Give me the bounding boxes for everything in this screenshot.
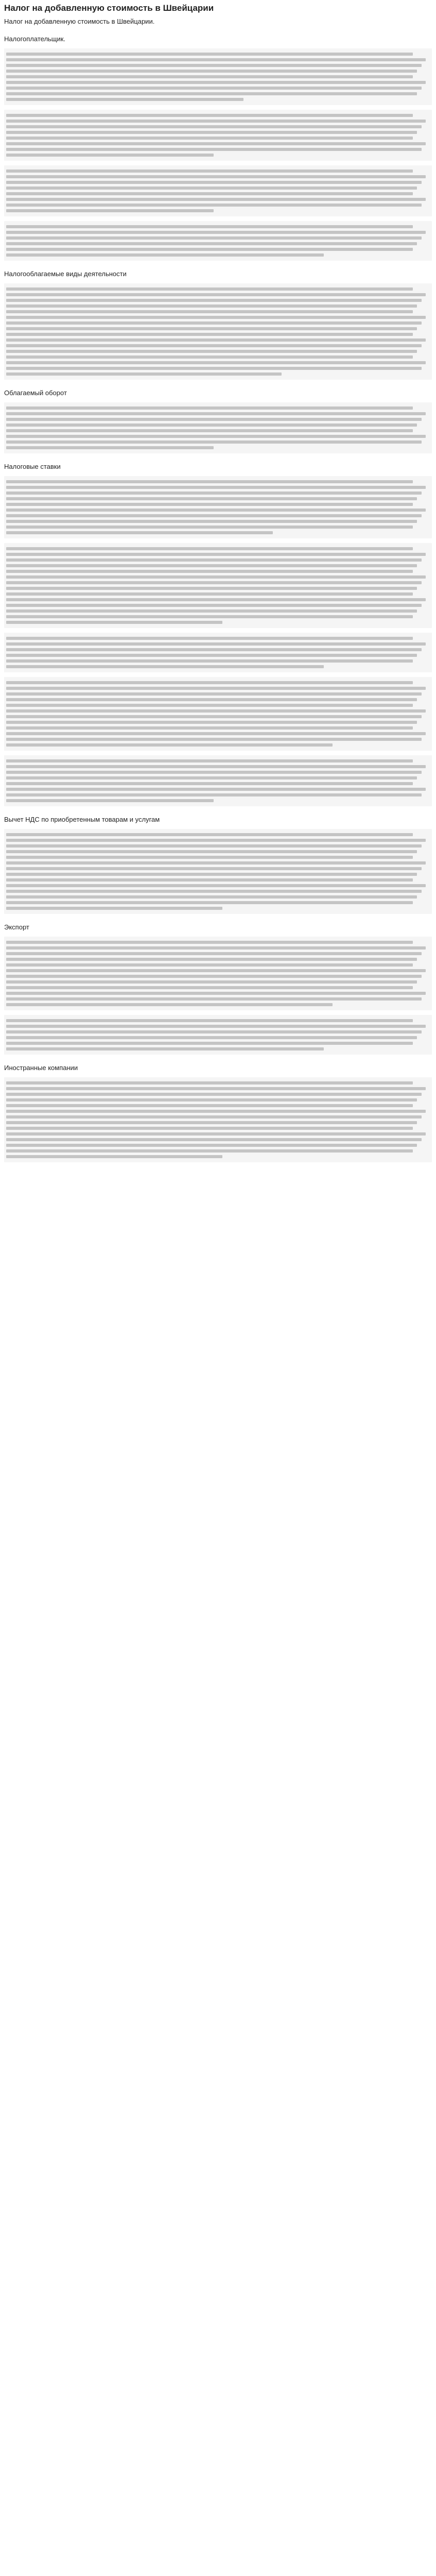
text-line-placeholder [6,907,222,910]
text-line-placeholder [6,776,417,779]
text-line-placeholder [6,759,413,762]
text-line-placeholder [6,192,413,195]
text-line-placeholder [6,53,413,56]
text-line-placeholder [6,64,422,67]
text-line-placeholder [6,782,413,785]
text-line-placeholder [6,125,422,128]
text-line-placeholder [6,975,422,978]
text-line-placeholder [6,503,413,506]
text-line-placeholder [6,1149,413,1153]
text-line-placeholder [6,98,243,101]
text-line-placeholder [6,709,426,713]
text-line-placeholder [6,1087,426,1090]
text-line-placeholder [6,581,422,584]
text-line-placeholder [6,704,413,707]
paragraph-placeholder [4,543,432,628]
text-line-placeholder [6,654,417,657]
text-line-placeholder [6,1081,413,1084]
section-heading: Облагаемый оборот [4,389,67,397]
text-line-placeholder [6,338,426,342]
paragraph-placeholder [4,755,432,806]
text-line-placeholder [6,1098,417,1101]
text-line-placeholder [6,570,413,573]
text-line-placeholder [6,514,422,517]
text-line-placeholder [6,440,422,444]
paragraph-placeholder [4,633,432,672]
text-line-placeholder [6,137,413,140]
section-heading: Экспорт [4,923,29,931]
text-line-placeholder [6,969,426,972]
text-line-placeholder [6,355,413,359]
text-line-placeholder [6,575,426,579]
text-line-placeholder [6,372,282,376]
text-line-placeholder [6,58,426,61]
text-line-placeholder [6,92,417,95]
section-heading: Налогооблагаемые виды деятельности [4,270,127,278]
text-line-placeholder [6,547,413,550]
text-line-placeholder [6,225,413,228]
section-heading: Вычет НДС по приобретенным товарам и услугам [4,816,160,823]
text-line-placeholder [6,715,422,718]
text-line-placeholder [6,531,273,534]
text-line-placeholder [6,726,413,730]
text-line-placeholder [6,692,422,696]
text-line-placeholder [6,992,426,995]
paragraph-placeholder [4,1077,432,1162]
text-line-placeholder [6,1047,324,1050]
text-line-placeholder [6,687,426,690]
text-line-placeholder [6,1025,426,1028]
article-title: Налог на добавленную стоимость в Швейцарии [4,3,214,13]
text-line-placeholder [6,231,426,234]
text-line-placeholder [6,1036,417,1039]
text-line-placeholder [6,75,413,78]
text-line-placeholder [6,412,426,415]
text-line-placeholder [6,446,214,449]
paragraph-placeholder [4,937,432,1010]
text-line-placeholder [6,1110,426,1113]
text-line-placeholder [6,564,417,567]
text-line-placeholder [6,997,422,1001]
text-line-placeholder [6,70,417,73]
text-line-placeholder [6,765,426,768]
text-line-placeholder [6,986,413,989]
text-line-placeholder [6,1144,417,1147]
text-line-placeholder [6,299,422,302]
text-line-placeholder [6,486,426,489]
text-line-placeholder [6,1019,413,1022]
text-line-placeholder [6,587,417,590]
paragraph-placeholder [4,1015,432,1055]
text-line-placeholder [6,492,422,495]
text-line-placeholder [6,87,422,90]
paragraph-placeholder [4,221,432,261]
text-line-placeholder [6,520,417,523]
text-line-placeholder [6,553,426,556]
text-line-placeholder [6,867,422,870]
text-line-placeholder [6,304,417,308]
text-line-placeholder [6,873,417,876]
text-line-placeholder [6,788,426,791]
text-line-placeholder [6,732,426,735]
text-line-placeholder [6,1104,413,1107]
text-line-placeholder [6,154,214,157]
text-line-placeholder [6,253,324,257]
text-line-placeholder [6,558,422,562]
text-line-placeholder [6,120,426,123]
text-line-placeholder [6,648,422,651]
text-line-placeholder [6,604,422,607]
text-line-placeholder [6,884,426,887]
text-line-placeholder [6,642,426,646]
text-line-placeholder [6,839,426,842]
text-line-placeholder [6,429,413,432]
text-line-placeholder [6,509,426,512]
text-line-placeholder [6,204,422,207]
text-line-placeholder [6,361,426,364]
text-line-placeholder [6,1115,422,1118]
text-line-placeholder [6,367,422,370]
paragraph-placeholder [4,110,432,161]
text-line-placeholder [6,406,413,410]
text-line-placeholder [6,681,413,684]
text-line-placeholder [6,187,417,190]
text-line-placeholder [6,980,417,984]
text-line-placeholder [6,1155,222,1158]
text-line-placeholder [6,1003,333,1006]
text-line-placeholder [6,526,413,529]
paragraph-placeholder [4,283,432,380]
text-line-placeholder [6,637,413,640]
text-line-placeholder [6,592,413,596]
text-line-placeholder [6,946,426,950]
text-line-placeholder [6,321,422,325]
text-line-placeholder [6,131,417,134]
text-line-placeholder [6,771,422,774]
text-line-placeholder [6,350,417,353]
section-heading: Налогоплательщик. [4,35,66,43]
text-line-placeholder [6,242,417,245]
text-line-placeholder [6,609,417,613]
text-line-placeholder [6,952,422,955]
text-line-placeholder [6,833,413,836]
text-line-placeholder [6,293,426,296]
text-line-placeholder [6,344,422,347]
article-body [4,35,432,1162]
text-line-placeholder [6,895,417,899]
text-line-placeholder [6,941,413,944]
text-line-placeholder [6,175,426,178]
text-line-placeholder [6,236,422,240]
text-line-placeholder [6,721,417,724]
text-line-placeholder [6,170,413,173]
text-line-placeholder [6,435,426,438]
text-line-placeholder [6,598,426,601]
text-line-placeholder [6,497,417,500]
text-line-placeholder [6,621,222,624]
text-line-placeholder [6,890,422,893]
text-line-placeholder [6,248,413,251]
text-line-placeholder [6,181,422,184]
text-line-placeholder [6,418,422,421]
text-line-placeholder [6,856,413,859]
text-line-placeholder [6,81,426,84]
text-line-placeholder [6,1121,417,1124]
text-line-placeholder [6,1127,413,1130]
text-line-placeholder [6,665,324,668]
paragraph-placeholder [4,165,432,216]
text-line-placeholder [6,423,417,427]
text-line-placeholder [6,198,426,201]
text-line-placeholder [6,844,422,848]
text-line-placeholder [6,958,417,961]
text-line-placeholder [6,743,333,747]
text-line-placeholder [6,698,417,701]
paragraph-placeholder [4,476,432,538]
text-line-placeholder [6,310,413,313]
text-line-placeholder [6,1093,422,1096]
text-line-placeholder [6,878,413,882]
section-heading: Иностранные компании [4,1064,78,1072]
text-line-placeholder [6,861,426,865]
text-line-placeholder [6,316,426,319]
article-subtitle: Налог на добавленную стоимость в Швейцарии. [4,18,155,25]
paragraph-placeholder [4,48,432,105]
text-line-placeholder [6,615,413,618]
text-line-placeholder [6,963,413,967]
text-line-placeholder [6,738,422,741]
text-line-placeholder [6,901,413,904]
text-line-placeholder [6,142,426,145]
section-heading: Налоговые ставки [4,463,61,470]
text-line-placeholder [6,1042,413,1045]
text-line-placeholder [6,327,417,330]
text-line-placeholder [6,209,214,212]
text-line-placeholder [6,287,413,291]
text-line-placeholder [6,1030,422,1033]
text-line-placeholder [6,333,413,336]
paragraph-placeholder [4,677,432,751]
text-line-placeholder [6,480,413,483]
text-line-placeholder [6,659,413,663]
text-line-placeholder [6,793,422,796]
text-line-placeholder [6,1138,422,1141]
text-line-placeholder [6,799,214,802]
paragraph-placeholder [4,402,432,453]
text-line-placeholder [6,114,413,117]
text-line-placeholder [6,1132,426,1136]
text-line-placeholder [6,850,417,853]
paragraph-placeholder [4,829,432,914]
text-line-placeholder [6,148,422,151]
